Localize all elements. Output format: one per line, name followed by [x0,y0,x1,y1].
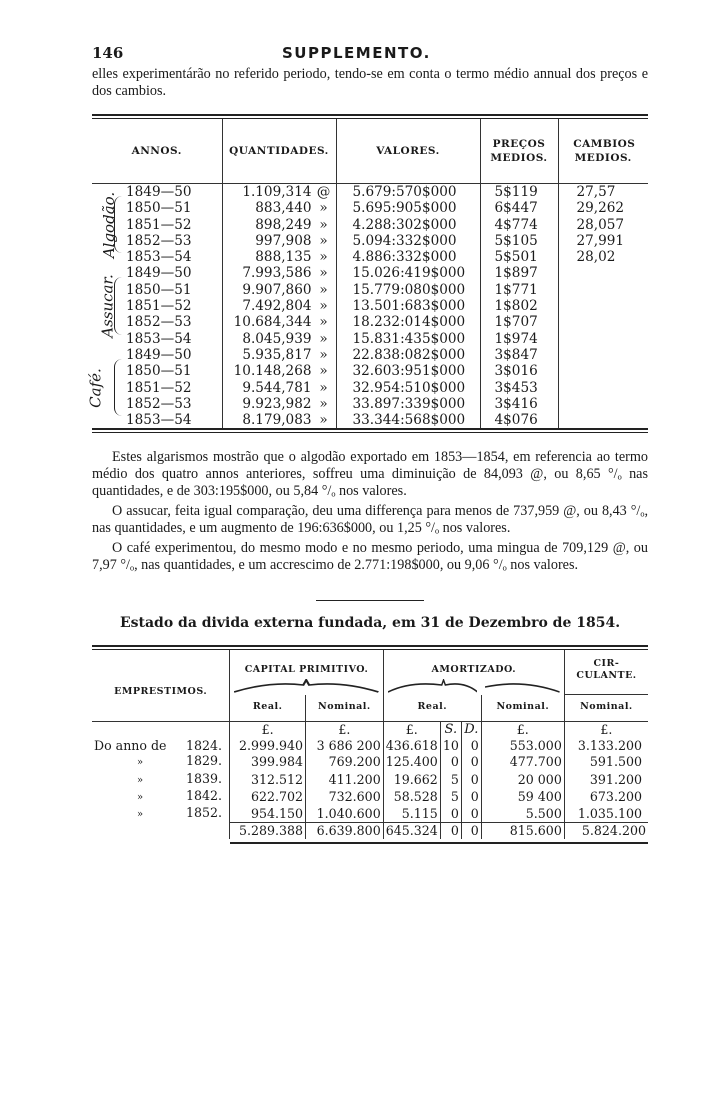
running-title: SUPPLEMENTO. [282,44,431,62]
avg-exchange [577,380,649,396]
year-range: 1850—51 [126,281,192,298]
am-real-d: 0 [461,771,481,788]
avg-price: 4$076 [494,412,538,429]
exchange-cell [558,184,648,266]
avg-exchange [577,265,649,281]
quantity: 10.148,268 » [233,363,328,380]
header-amortized-real: Real. [383,695,481,722]
am-real-d: 0 [461,805,481,822]
quantity: 7.492,804 » [242,298,328,315]
debt-row [92,771,648,788]
avg-exchange [577,347,649,363]
exchange-cell [558,347,648,428]
value: 32.603:951$000 [352,363,466,380]
years-cell [92,184,222,266]
year-range: 1853—54 [126,249,192,266]
avg-exchange [577,331,649,347]
quantity: 9.544,781 » [242,379,328,396]
loan-label: Do anno de 1824. [94,737,223,753]
avg-exchange [577,282,649,298]
quantity: 9.923,982 » [242,395,328,412]
value: 15.779:080$000 [352,281,466,298]
header-quantities: QUANTIDADES. [222,119,336,184]
avg-price: 1$802 [494,298,538,315]
circ-nominal: 391.200 [564,771,648,788]
quantity: 1.109,314 @ [242,184,331,200]
commodity-label: Assucar. [98,274,117,338]
am-nominal: 553.000 [481,738,564,753]
value: 33.897:339$000 [352,395,466,412]
avg-exchange [577,298,649,314]
year-range: 1851—52 [126,298,192,315]
am-real-d: 0 [461,738,481,753]
quantity: 5.935,817 » [242,346,328,363]
header-years: ANNOS. [92,119,222,184]
am-real-l: 125.400 [383,753,440,770]
am-real-l: 58.528 [383,788,440,805]
exports-table [86,114,648,433]
avg-price: 4$774 [494,216,538,233]
value: 22.838:082$000 [352,346,466,363]
page-number: 146 [92,44,124,62]
quantity: 9.907,860 » [242,281,328,298]
total-am-real-pounds: 645.324 [383,823,440,839]
avg-exchange [577,363,649,379]
table-bottom-rule [92,428,648,433]
table-header-row [92,119,648,184]
cap-real: 312.512 [230,771,306,788]
cap-real: 954.150 [230,805,306,822]
value: 18.232:014$000 [352,314,466,331]
avg-price: 3$847 [494,346,538,363]
header-circulating-nominal: Nominal. [564,695,648,722]
avg-price: 3$453 [494,379,538,396]
cap-real: 399.984 [230,753,306,770]
unit-shillings: S. [440,722,461,738]
loan-label: » 1842. [136,788,223,804]
header-capital-nominal: Nominal. [306,695,384,722]
commodity-label: Algodão. [100,191,119,258]
avg-exchange: 28,057 [576,216,625,233]
avg-price: 5$119 [494,184,538,200]
section-divider [316,600,424,601]
am-real-l: 436.618 [383,738,440,753]
year-range: 1851—52 [126,216,192,233]
avg-price: 5$105 [494,232,538,249]
value: 5.679:570$000 [352,184,457,200]
avg-exchange: 27,991 [576,232,625,249]
commodity-label: Café. [86,367,105,408]
quantity: 8.179,083 » [242,412,328,429]
intro-paragraph: elles experimentárão no referido periodo, tendo-se em conta o termo médio annual dos preços e dos cambios. [92,66,648,99]
loan-label: » 1839. [136,770,223,786]
totals-row [92,823,648,839]
avg-price: 1$974 [494,330,538,347]
debt-row [92,738,648,753]
cap-real: 2.999.940 [230,738,306,753]
running-head [92,44,648,66]
am-real-d: 0 [461,788,481,805]
year-range: 1852—53 [126,314,192,331]
debt-table-title: Estado da divida externa fundada, em 31 de Dezembro de 1854. [119,615,621,632]
cap-nominal: 732.600 [306,788,384,805]
brace-icon [114,196,125,253]
circ-nominal: 591.500 [564,753,648,770]
am-real-s: 5 [440,771,461,788]
value: 13.501:683$000 [352,298,466,315]
cap-nominal: 1.040.600 [306,805,384,822]
value: 5.094:332$000 [352,232,457,249]
am-real-s: 0 [440,805,461,822]
years-cell [92,265,222,346]
quantity-cell [222,184,336,266]
commentary [92,449,648,574]
value: 5.695:905$000 [352,200,457,217]
avg-exchange [577,412,649,428]
total-cap-nominal: 6.639.800 [306,823,384,839]
commodity-group [92,265,648,346]
value-cell [336,184,480,266]
header-amortized-nominal: Nominal. [481,695,564,722]
circ-nominal: 673.200 [564,788,648,805]
quantity: 898,249 » [255,216,328,233]
am-real-s: 10 [440,738,461,753]
paragraph-assucar: O assucar, feita igual comparação, deu uma differença para menos de 737,959 @, ou 8,43 °/ₒ, nas quantidades, e um augmento de 196:636$000, ou 1,25 °/ₒ nos valores. [92,503,648,537]
year-range: 1853—54 [126,330,192,347]
value: 4.288:302$000 [352,216,457,233]
am-real-s: 0 [440,753,461,770]
year-range: 1850—51 [126,363,192,380]
quantity: 10.684,344 » [233,314,328,331]
header-avg-prices: PREÇOS MEDIOS. [480,119,558,184]
value: 4.886:332$000 [352,249,457,266]
units-row [92,722,648,738]
header-avg-exchange: CAMBIOS MEDIOS. [558,119,648,184]
avg-price: 3$416 [494,395,538,412]
header-capital: CAPITAL PRIMITIVO. [230,650,383,679]
exchange-cell [558,265,648,346]
value: 15.026:419$000 [352,265,466,282]
quantity: 888,135 » [255,249,328,266]
year-range: 1849—50 [126,184,192,200]
avg-price: 3$016 [494,363,538,380]
circ-nominal: 1.035.100 [564,805,648,822]
unit-pound: £. [564,722,648,738]
avg-exchange [577,396,649,412]
brace-icon [114,277,125,334]
amortized-brace-icon [383,679,481,695]
amortized-brace-tail-icon [481,679,564,695]
book-page [86,44,648,844]
am-nominal: 477.700 [481,753,564,770]
cap-nominal: 411.200 [306,771,384,788]
year-range: 1849—50 [126,265,192,282]
year-range: 1853—54 [126,412,192,429]
total-am-real-pence: 0 [461,823,481,839]
header-circulating: CIR- CULANTE. [564,650,648,695]
debt-table-bottom-rule [230,842,648,844]
loan-label: » 1852. [136,805,223,821]
quantity: 7.993,586 » [242,265,328,282]
circ-nominal: 3.133.200 [564,738,648,753]
total-circ-nominal: 5.824.200 [564,823,648,839]
debt-row [92,805,648,822]
am-nominal: 20 000 [481,771,564,788]
total-am-real-shillings: 0 [440,823,461,839]
commodity-group [92,347,648,428]
avg-exchange: 29,262 [576,200,625,217]
quantity-cell [222,265,336,346]
avg-exchange [577,314,649,330]
unit-pound: £. [383,722,440,738]
avg-exchange: 28,02 [576,249,616,266]
total-cap-real: 5.289.388 [230,823,306,839]
am-real-d: 0 [461,753,481,770]
debt-row [92,753,648,770]
quantity-cell [222,347,336,428]
debt-table [92,645,648,843]
debt-row [92,788,648,805]
header-values: VALORES. [336,119,480,184]
price-cell [480,265,558,346]
unit-pence: D. [461,722,481,738]
avg-price: 1$707 [494,314,538,331]
year-range: 1852—53 [126,232,192,249]
avg-price: 1$897 [494,265,538,282]
year-range: 1849—50 [126,346,192,363]
loan-label: » 1829. [136,753,223,769]
cap-real: 622.702 [230,788,306,805]
quantity: 883,440 » [255,200,328,217]
years-cell [86,346,222,429]
paragraph-cafe: O café experimentou, do mesmo modo e no mesmo periodo, uma mingua de 709,129 @, ou 7,97 °/ₒ, nas quantidades, e um accrescimo de 2.771:198$000, ou 9,06 °/ₒ nos valores. [92,540,648,574]
value-cell [336,265,480,346]
year-range: 1851—52 [126,379,192,396]
unit-pound: £. [306,722,384,738]
price-cell [480,347,558,428]
quantity: 997,908 » [255,232,328,249]
unit-pound: £. [230,722,306,738]
paragraph-algodao: Estes algarismos mostrão que o algodão exportado em 1853—1854, em referencia ao termo médio dos quatro annos anteriores, soffreu uma diminuição de 84,093 @, ou 8,65 °/ₒ nas quantidades, e de 303:195$000, ou 5,84 °/ₒ nos valores. [92,449,648,500]
value: 15.831:435$000 [352,330,466,347]
header-capital-real: Real. [230,695,306,722]
value: 33.344:568$000 [352,412,466,429]
unit-pound: £. [481,722,564,738]
brace-icon [114,359,125,416]
am-nominal: 59 400 [481,788,564,805]
commodity-group [92,184,648,266]
total-am-nominal: 815.600 [481,823,564,839]
am-nominal: 5.500 [481,805,564,822]
avg-price: 1$771 [494,281,538,298]
value-cell [336,347,480,428]
am-real-l: 5.115 [383,805,440,822]
am-real-l: 19.662 [383,771,440,788]
avg-price: 6$447 [494,200,538,217]
price-cell [480,184,558,266]
capital-brace-icon [230,679,383,695]
header-loans: EMPRESTIMOS. [92,650,230,722]
cap-nominal: 769.200 [306,753,384,770]
quantity: 8.045,939 » [242,330,328,347]
cap-nominal: 3 686 200 [306,738,384,753]
am-real-s: 5 [440,788,461,805]
year-range: 1852—53 [126,395,192,412]
avg-exchange: 27,57 [576,184,616,200]
year-range: 1850—51 [126,200,192,217]
avg-price: 5$501 [494,249,538,266]
header-amortized: AMORTIZADO. [383,650,564,679]
value: 32.954:510$000 [352,379,466,396]
